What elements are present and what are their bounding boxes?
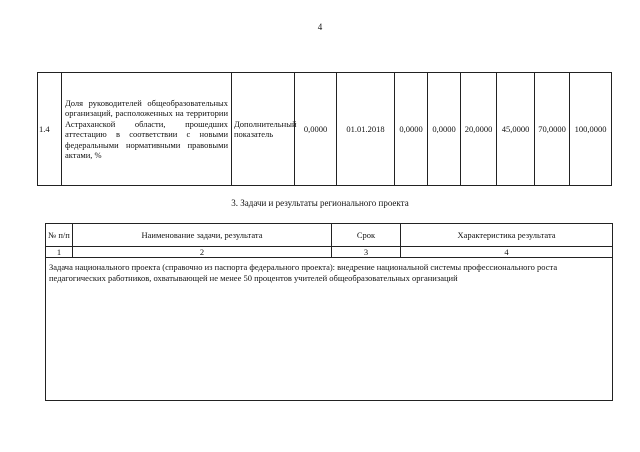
indicator-type: Дополнительный показатель: [232, 73, 295, 186]
header-cell-deadline: Срок: [332, 224, 401, 247]
indicator-table: [37, 72, 612, 186]
column-number: 3: [332, 247, 401, 258]
header-cell-characteristic: Характеристика результата: [401, 224, 613, 247]
indicator-base-value: 0,0000: [295, 73, 337, 186]
column-number-row: [46, 247, 613, 258]
indicator-name: Доля руководителей общеобразовательных организаций, расположенных на территории Астраханской области, прошедших аттестацию в соответствии с новыми федеральными нормативными правовыми актами, %: [62, 73, 232, 186]
header-cell-number: № п/п: [46, 224, 73, 247]
task-row: [46, 258, 613, 401]
indicator-value: 45,0000: [497, 73, 535, 186]
column-number: 2: [73, 247, 332, 258]
indicator-value: 20,0000: [461, 73, 497, 186]
page-number: 4: [317, 22, 323, 32]
tasks-table: [45, 223, 613, 401]
tasks-header-row: [46, 224, 613, 247]
indicator-value: 0,0000: [428, 73, 461, 186]
indicator-value: 70,0000: [535, 73, 570, 186]
indicator-number: 1.4: [38, 73, 62, 186]
header-cell-name: Наименование задачи, результата: [73, 224, 332, 247]
column-number: 1: [46, 247, 73, 258]
indicator-value: 0,0000: [395, 73, 428, 186]
indicator-base-date: 01.01.2018: [337, 73, 395, 186]
section-title: 3. Задачи и результаты регионального проекта: [231, 198, 409, 208]
indicator-value: 100,0000: [570, 73, 612, 186]
column-number: 4: [401, 247, 613, 258]
task-text: Задача национального проекта (справочно из паспорта федерального проекта): внедрение национальной системы профессионального роста педагогических работников, охватывающей не менее 50 процентов учителей общеобразовательных организаций: [46, 258, 613, 401]
indicator-row: [38, 73, 612, 186]
